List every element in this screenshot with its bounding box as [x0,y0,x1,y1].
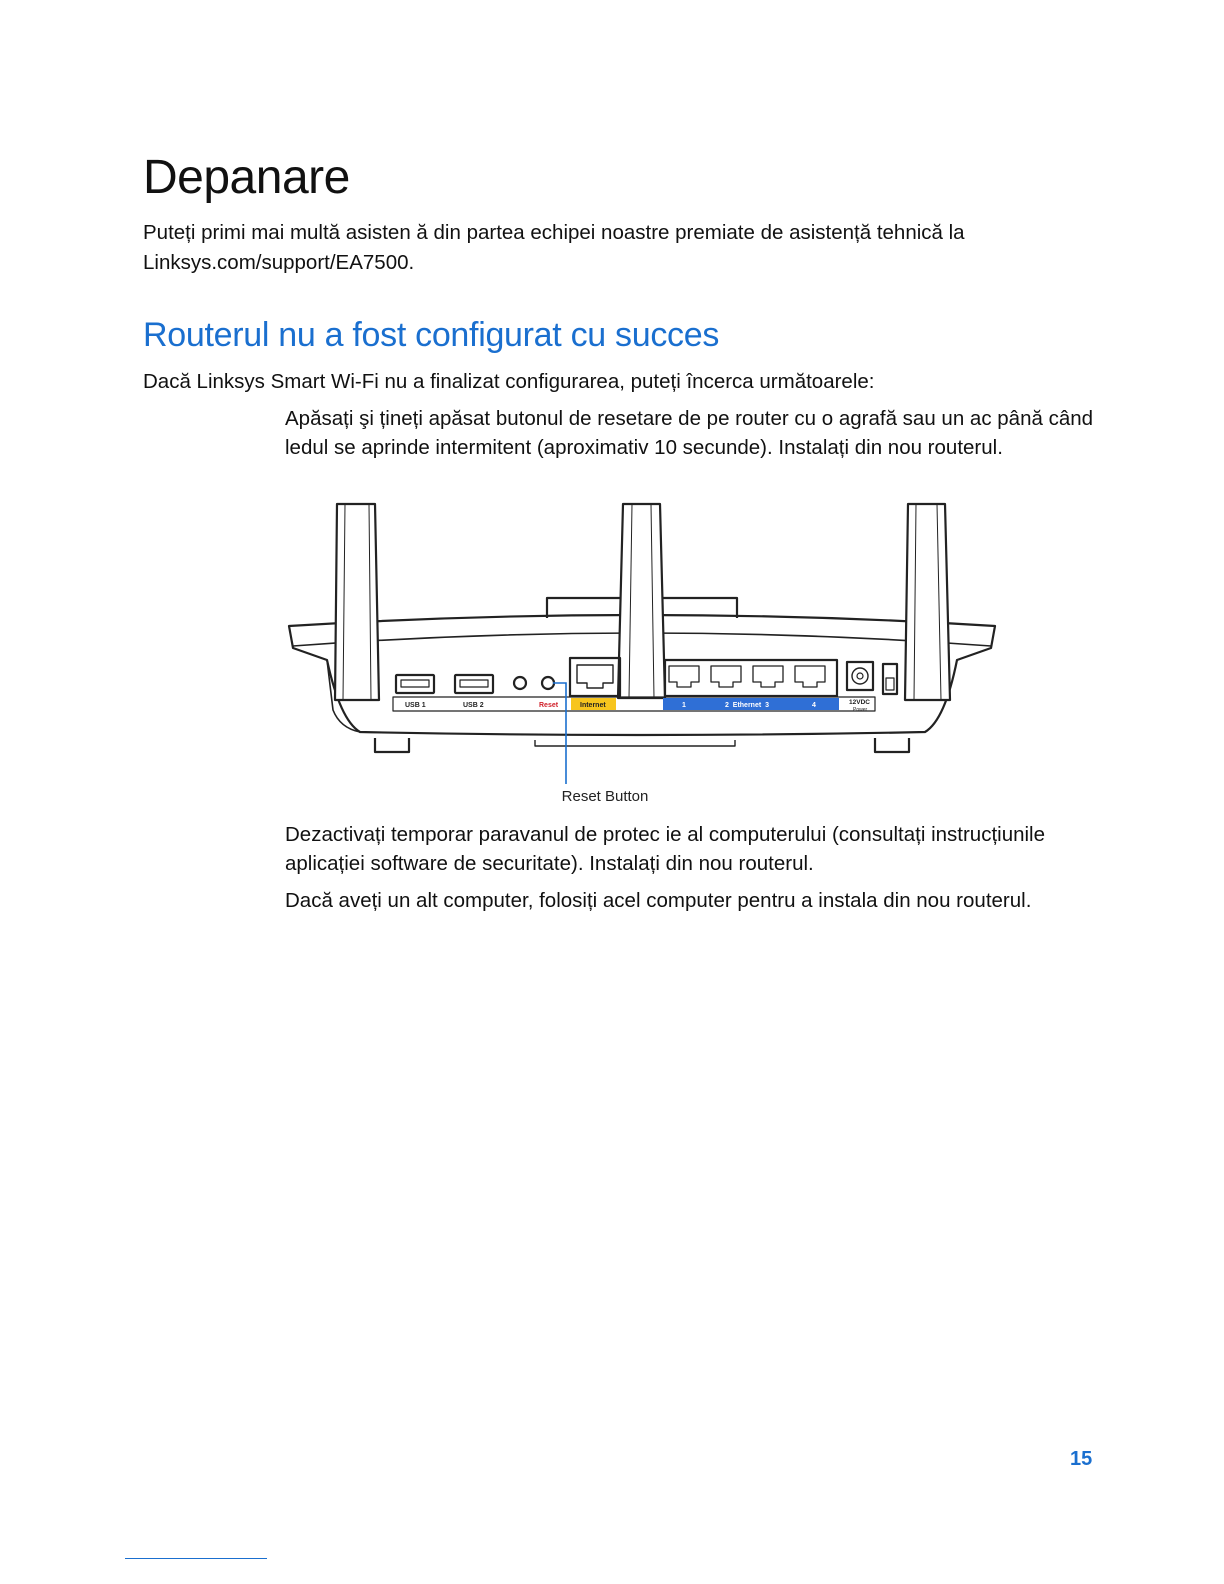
power-sub-label: Power [853,707,868,713]
page-number: 15 [1070,1448,1093,1470]
step-reset-router: Apăsați şi țineți apăsat butonul de resetare de pe router cu o agrafă sau un ac până când ledul se aprinde intermitent (aproximativ 10 secunde). Instalați din nou routerul. [285,407,1094,459]
support-paragraph: Puteți primi mai multă asisten ă din partea echipei noastre premiate de asistență tehnică la Linksys.com/support/EA7500. [143,221,965,274]
internet-label: Internet [580,702,606,709]
usb1-label: USB 1 [405,702,426,709]
page-title: Depanare [143,151,350,204]
section-intro: Dacă Linksys Smart Wi-Fi nu a finalizat configurarea, puteți încerca următoarele: [143,370,875,393]
ethernet-4-label: 4 [812,702,816,709]
router-back-panel-illustration [285,500,1000,812]
step-use-other-computer: Dacă aveți un alt computer, folosiți acel computer pentru a instala din nou routerul. [285,889,1032,912]
usb2-label: USB 2 [463,702,484,709]
footer-rule [125,1558,267,1559]
reset-callout-line [553,683,566,784]
section-title: Routerul nu a fost configurat cu succes [143,316,720,354]
power-label: 12VDC [849,699,870,706]
ethernet-mid-label: 2 Ethernet 3 [725,702,769,709]
step-disable-firewall: Dezactivați temporar paravanul de protec ie al computerului (consultați instrucțiunile aplicației software de securitate). Instalați din nou routerul. [285,823,1046,875]
reset-label: Reset [539,702,559,709]
ethernet-1-label: 1 [682,702,686,709]
figure-caption: Reset Button [561,788,649,805]
